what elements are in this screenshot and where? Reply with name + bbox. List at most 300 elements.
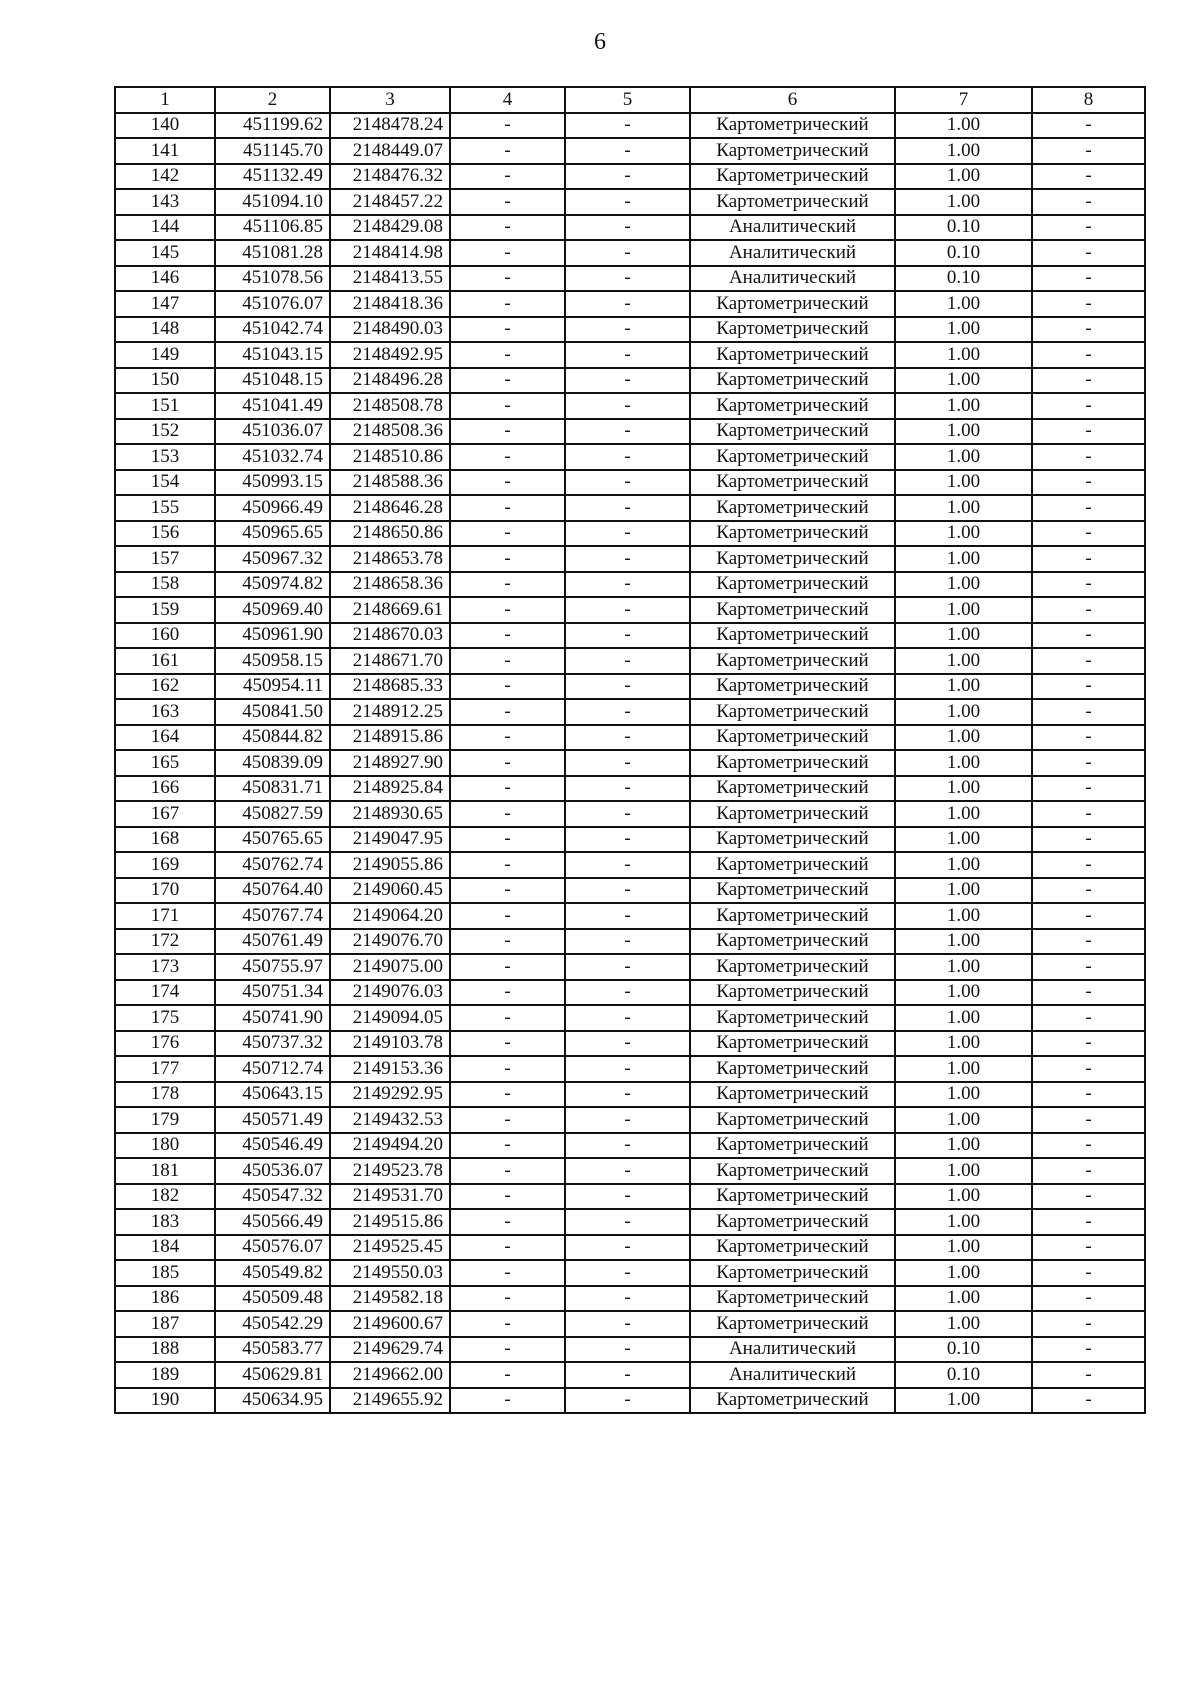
y-coordinate-cell: 2148492.95: [330, 342, 450, 368]
table-row: [115, 801, 1145, 827]
column-8-cell: -: [1032, 189, 1145, 215]
column-5-cell: -: [565, 138, 690, 164]
table-row: [115, 113, 1145, 139]
column-4-cell: -: [450, 240, 565, 266]
y-coordinate-cell: 2148413.55: [330, 266, 450, 292]
column-5-cell: -: [565, 597, 690, 623]
accuracy-cell: 1.00: [895, 750, 1032, 776]
column-4-cell: -: [450, 291, 565, 317]
method-cell: Картометрический: [690, 189, 895, 215]
accuracy-cell: 1.00: [895, 1133, 1032, 1159]
x-coordinate-cell: 450764.40: [215, 878, 330, 904]
y-coordinate-cell: 2149629.74: [330, 1337, 450, 1363]
accuracy-cell: 1.00: [895, 1209, 1032, 1235]
column-5-cell: -: [565, 1362, 690, 1388]
table-row: [115, 852, 1145, 878]
accuracy-cell: 0.10: [895, 240, 1032, 266]
y-coordinate-cell: 2149494.20: [330, 1133, 450, 1159]
x-coordinate-cell: 450737.32: [215, 1031, 330, 1057]
table-row: [115, 929, 1145, 955]
column-4-cell: -: [450, 164, 565, 190]
x-coordinate-cell: 450844.82: [215, 725, 330, 751]
y-coordinate-cell: 2148671.70: [330, 648, 450, 674]
column-8-cell: -: [1032, 801, 1145, 827]
point-number-cell: 168: [115, 827, 215, 853]
accuracy-cell: 1.00: [895, 1031, 1032, 1057]
point-number-cell: 154: [115, 470, 215, 496]
table-row: [115, 1107, 1145, 1133]
column-4-cell: -: [450, 674, 565, 700]
y-coordinate-cell: 2149662.00: [330, 1362, 450, 1388]
accuracy-cell: 1.00: [895, 1158, 1032, 1184]
table-row: [115, 189, 1145, 215]
point-number-cell: 179: [115, 1107, 215, 1133]
column-5-cell: -: [565, 903, 690, 929]
column-header: 2: [215, 87, 330, 113]
table-row: [115, 1005, 1145, 1031]
table-row: [115, 903, 1145, 929]
method-cell: Картометрический: [690, 674, 895, 700]
column-8-cell: -: [1032, 827, 1145, 853]
y-coordinate-cell: 2149064.20: [330, 903, 450, 929]
table-row: [115, 1362, 1145, 1388]
y-coordinate-cell: 2148418.36: [330, 291, 450, 317]
y-coordinate-cell: 2148912.25: [330, 699, 450, 725]
y-coordinate-cell: 2149525.45: [330, 1235, 450, 1261]
table-row: [115, 419, 1145, 445]
column-4-cell: -: [450, 393, 565, 419]
column-8-cell: -: [1032, 521, 1145, 547]
accuracy-cell: 1.00: [895, 189, 1032, 215]
column-5-cell: -: [565, 470, 690, 496]
method-cell: Картометрический: [690, 852, 895, 878]
column-4-cell: -: [450, 1158, 565, 1184]
x-coordinate-cell: 450542.29: [215, 1311, 330, 1337]
y-coordinate-cell: 2148414.98: [330, 240, 450, 266]
column-5-cell: -: [565, 1209, 690, 1235]
y-coordinate-cell: 2148670.03: [330, 623, 450, 649]
column-4-cell: -: [450, 954, 565, 980]
y-coordinate-cell: 2148490.03: [330, 317, 450, 343]
column-4-cell: -: [450, 317, 565, 343]
accuracy-cell: 1.00: [895, 699, 1032, 725]
column-5-cell: -: [565, 776, 690, 802]
table-row: [115, 954, 1145, 980]
column-8-cell: -: [1032, 1082, 1145, 1108]
method-cell: Картометрический: [690, 827, 895, 853]
y-coordinate-cell: 2148685.33: [330, 674, 450, 700]
column-4-cell: -: [450, 444, 565, 470]
column-5-cell: -: [565, 725, 690, 751]
y-coordinate-cell: 2149515.86: [330, 1209, 450, 1235]
table-row: [115, 674, 1145, 700]
accuracy-cell: 0.10: [895, 266, 1032, 292]
table-row: [115, 1031, 1145, 1057]
table-row: [115, 1056, 1145, 1082]
point-number-cell: 150: [115, 368, 215, 394]
accuracy-cell: 1.00: [895, 368, 1032, 394]
accuracy-cell: 0.10: [895, 1362, 1032, 1388]
y-coordinate-cell: 2149523.78: [330, 1158, 450, 1184]
column-4-cell: -: [450, 980, 565, 1006]
column-5-cell: -: [565, 1005, 690, 1031]
x-coordinate-cell: 450712.74: [215, 1056, 330, 1082]
table-row: [115, 699, 1145, 725]
column-4-cell: -: [450, 419, 565, 445]
method-cell: Картометрический: [690, 954, 895, 980]
column-5-cell: -: [565, 189, 690, 215]
method-cell: Аналитический: [690, 240, 895, 266]
method-cell: Картометрический: [690, 342, 895, 368]
column-8-cell: -: [1032, 1056, 1145, 1082]
table-row: [115, 470, 1145, 496]
accuracy-cell: 1.00: [895, 1388, 1032, 1414]
x-coordinate-cell: 450831.71: [215, 776, 330, 802]
y-coordinate-cell: 2149600.67: [330, 1311, 450, 1337]
point-number-cell: 183: [115, 1209, 215, 1235]
method-cell: Картометрический: [690, 878, 895, 904]
column-5-cell: -: [565, 852, 690, 878]
column-4-cell: -: [450, 699, 565, 725]
y-coordinate-cell: 2148646.28: [330, 495, 450, 521]
column-5-cell: -: [565, 368, 690, 394]
point-number-cell: 158: [115, 572, 215, 598]
point-number-cell: 171: [115, 903, 215, 929]
table-row: [115, 1260, 1145, 1286]
x-coordinate-cell: 450643.15: [215, 1082, 330, 1108]
x-coordinate-cell: 451048.15: [215, 368, 330, 394]
y-coordinate-cell: 2148930.65: [330, 801, 450, 827]
table-row: [115, 521, 1145, 547]
method-cell: Картометрический: [690, 750, 895, 776]
x-coordinate-cell: 450546.49: [215, 1133, 330, 1159]
method-cell: Картометрический: [690, 419, 895, 445]
method-cell: Аналитический: [690, 1337, 895, 1363]
accuracy-cell: 1.00: [895, 1286, 1032, 1312]
accuracy-cell: 0.10: [895, 215, 1032, 241]
x-coordinate-cell: 450583.77: [215, 1337, 330, 1363]
column-4-cell: -: [450, 1056, 565, 1082]
point-number-cell: 190: [115, 1388, 215, 1414]
point-number-cell: 146: [115, 266, 215, 292]
accuracy-cell: 1.00: [895, 903, 1032, 929]
column-4-cell: -: [450, 1235, 565, 1261]
y-coordinate-cell: 2148449.07: [330, 138, 450, 164]
column-5-cell: -: [565, 1337, 690, 1363]
column-5-cell: -: [565, 980, 690, 1006]
y-coordinate-cell: 2148508.36: [330, 419, 450, 445]
method-cell: Картометрический: [690, 291, 895, 317]
column-5-cell: -: [565, 317, 690, 343]
column-8-cell: -: [1032, 444, 1145, 470]
y-coordinate-cell: 2148650.86: [330, 521, 450, 547]
point-number-cell: 145: [115, 240, 215, 266]
column-4-cell: -: [450, 903, 565, 929]
column-8-cell: -: [1032, 393, 1145, 419]
table-row: [115, 1235, 1145, 1261]
column-8-cell: -: [1032, 1107, 1145, 1133]
column-5-cell: -: [565, 1158, 690, 1184]
y-coordinate-cell: 2149060.45: [330, 878, 450, 904]
y-coordinate-cell: 2148478.24: [330, 113, 450, 139]
x-coordinate-cell: 450571.49: [215, 1107, 330, 1133]
column-8-cell: -: [1032, 240, 1145, 266]
column-8-cell: -: [1032, 1311, 1145, 1337]
column-4-cell: -: [450, 113, 565, 139]
x-coordinate-cell: 450827.59: [215, 801, 330, 827]
method-cell: Картометрический: [690, 699, 895, 725]
x-coordinate-cell: 450967.32: [215, 546, 330, 572]
column-5-cell: -: [565, 164, 690, 190]
point-number-cell: 156: [115, 521, 215, 547]
method-cell: Картометрический: [690, 368, 895, 394]
column-8-cell: -: [1032, 1286, 1145, 1312]
column-5-cell: -: [565, 1260, 690, 1286]
accuracy-cell: 1.00: [895, 1235, 1032, 1261]
point-number-cell: 144: [115, 215, 215, 241]
accuracy-cell: 1.00: [895, 1056, 1032, 1082]
method-cell: Картометрический: [690, 1260, 895, 1286]
column-8-cell: -: [1032, 776, 1145, 802]
column-4-cell: -: [450, 546, 565, 572]
accuracy-cell: 1.00: [895, 878, 1032, 904]
x-coordinate-cell: 451132.49: [215, 164, 330, 190]
accuracy-cell: 1.00: [895, 929, 1032, 955]
point-number-cell: 174: [115, 980, 215, 1006]
column-8-cell: -: [1032, 954, 1145, 980]
method-cell: Картометрический: [690, 801, 895, 827]
column-8-cell: -: [1032, 317, 1145, 343]
point-number-cell: 148: [115, 317, 215, 343]
column-5-cell: -: [565, 648, 690, 674]
column-4-cell: -: [450, 1209, 565, 1235]
column-5-cell: -: [565, 419, 690, 445]
x-coordinate-cell: 451106.85: [215, 215, 330, 241]
point-number-cell: 186: [115, 1286, 215, 1312]
accuracy-cell: 1.00: [895, 954, 1032, 980]
table-row: [115, 1082, 1145, 1108]
column-8-cell: -: [1032, 674, 1145, 700]
column-5-cell: -: [565, 1184, 690, 1210]
column-5-cell: -: [565, 878, 690, 904]
point-number-cell: 153: [115, 444, 215, 470]
y-coordinate-cell: 2148476.32: [330, 164, 450, 190]
table-row: [115, 444, 1145, 470]
accuracy-cell: 1.00: [895, 648, 1032, 674]
column-8-cell: -: [1032, 929, 1145, 955]
column-4-cell: -: [450, 1184, 565, 1210]
point-number-cell: 164: [115, 725, 215, 751]
method-cell: Картометрический: [690, 495, 895, 521]
method-cell: Картометрический: [690, 1107, 895, 1133]
point-number-cell: 185: [115, 1260, 215, 1286]
method-cell: Картометрический: [690, 1056, 895, 1082]
column-8-cell: -: [1032, 878, 1145, 904]
point-number-cell: 177: [115, 1056, 215, 1082]
accuracy-cell: 1.00: [895, 801, 1032, 827]
column-4-cell: -: [450, 750, 565, 776]
x-coordinate-cell: 450958.15: [215, 648, 330, 674]
column-8-cell: -: [1032, 342, 1145, 368]
method-cell: Картометрический: [690, 597, 895, 623]
column-8-cell: -: [1032, 266, 1145, 292]
x-coordinate-cell: 451043.15: [215, 342, 330, 368]
column-8-cell: -: [1032, 852, 1145, 878]
column-4-cell: -: [450, 572, 565, 598]
table-row: [115, 1158, 1145, 1184]
x-coordinate-cell: 451094.10: [215, 189, 330, 215]
table-row: [115, 546, 1145, 572]
x-coordinate-cell: 450509.48: [215, 1286, 330, 1312]
method-cell: Картометрический: [690, 1158, 895, 1184]
column-5-cell: -: [565, 1133, 690, 1159]
method-cell: Картометрический: [690, 1235, 895, 1261]
table-row: [115, 138, 1145, 164]
accuracy-cell: 1.00: [895, 1107, 1032, 1133]
point-number-cell: 155: [115, 495, 215, 521]
y-coordinate-cell: 2149432.53: [330, 1107, 450, 1133]
table-row: [115, 750, 1145, 776]
column-5-cell: -: [565, 342, 690, 368]
method-cell: Картометрический: [690, 1133, 895, 1159]
method-cell: Аналитический: [690, 266, 895, 292]
table-row: [115, 495, 1145, 521]
point-number-cell: 189: [115, 1362, 215, 1388]
column-5-cell: -: [565, 521, 690, 547]
point-number-cell: 180: [115, 1133, 215, 1159]
x-coordinate-cell: 450839.09: [215, 750, 330, 776]
column-8-cell: -: [1032, 1158, 1145, 1184]
x-coordinate-cell: 450954.11: [215, 674, 330, 700]
x-coordinate-cell: 450741.90: [215, 1005, 330, 1031]
point-number-cell: 161: [115, 648, 215, 674]
method-cell: Картометрический: [690, 164, 895, 190]
table-row: [115, 1184, 1145, 1210]
column-4-cell: -: [450, 1005, 565, 1031]
table-row: [115, 393, 1145, 419]
column-header: 7: [895, 87, 1032, 113]
point-number-cell: 181: [115, 1158, 215, 1184]
accuracy-cell: 1.00: [895, 623, 1032, 649]
column-5-cell: -: [565, 240, 690, 266]
column-header: 6: [690, 87, 895, 113]
column-8-cell: -: [1032, 623, 1145, 649]
accuracy-cell: 1.00: [895, 164, 1032, 190]
y-coordinate-cell: 2148658.36: [330, 572, 450, 598]
table-row: [115, 240, 1145, 266]
method-cell: Картометрический: [690, 470, 895, 496]
column-8-cell: -: [1032, 1260, 1145, 1286]
accuracy-cell: 1.00: [895, 980, 1032, 1006]
y-coordinate-cell: 2148508.78: [330, 393, 450, 419]
column-5-cell: -: [565, 954, 690, 980]
method-cell: Картометрический: [690, 1311, 895, 1337]
column-4-cell: -: [450, 1031, 565, 1057]
table-row: [115, 317, 1145, 343]
point-number-cell: 182: [115, 1184, 215, 1210]
column-5-cell: -: [565, 266, 690, 292]
column-5-cell: -: [565, 393, 690, 419]
point-number-cell: 169: [115, 852, 215, 878]
column-8-cell: -: [1032, 725, 1145, 751]
column-header: 1: [115, 87, 215, 113]
column-8-cell: -: [1032, 546, 1145, 572]
column-5-cell: -: [565, 1286, 690, 1312]
table-row: [115, 725, 1145, 751]
column-4-cell: -: [450, 1082, 565, 1108]
column-4-cell: -: [450, 852, 565, 878]
x-coordinate-cell: 451042.74: [215, 317, 330, 343]
column-5-cell: -: [565, 1235, 690, 1261]
y-coordinate-cell: 2149582.18: [330, 1286, 450, 1312]
point-number-cell: 166: [115, 776, 215, 802]
accuracy-cell: 1.00: [895, 444, 1032, 470]
column-4-cell: -: [450, 215, 565, 241]
point-number-cell: 151: [115, 393, 215, 419]
column-5-cell: -: [565, 674, 690, 700]
column-4-cell: -: [450, 776, 565, 802]
method-cell: Картометрический: [690, 1184, 895, 1210]
accuracy-cell: 1.00: [895, 597, 1032, 623]
accuracy-cell: 1.00: [895, 546, 1032, 572]
accuracy-cell: 0.10: [895, 1337, 1032, 1363]
column-8-cell: -: [1032, 1133, 1145, 1159]
x-coordinate-cell: 450761.49: [215, 929, 330, 955]
method-cell: Картометрический: [690, 903, 895, 929]
accuracy-cell: 1.00: [895, 393, 1032, 419]
column-8-cell: -: [1032, 470, 1145, 496]
accuracy-cell: 1.00: [895, 827, 1032, 853]
column-8-cell: -: [1032, 215, 1145, 241]
x-coordinate-cell: 450965.65: [215, 521, 330, 547]
y-coordinate-cell: 2149550.03: [330, 1260, 450, 1286]
column-4-cell: -: [450, 1362, 565, 1388]
accuracy-cell: 1.00: [895, 674, 1032, 700]
y-coordinate-cell: 2149094.05: [330, 1005, 450, 1031]
column-4-cell: -: [450, 597, 565, 623]
column-4-cell: -: [450, 189, 565, 215]
column-8-cell: -: [1032, 1209, 1145, 1235]
y-coordinate-cell: 2148669.61: [330, 597, 450, 623]
point-number-cell: 187: [115, 1311, 215, 1337]
column-4-cell: -: [450, 266, 565, 292]
column-8-cell: -: [1032, 648, 1145, 674]
point-number-cell: 178: [115, 1082, 215, 1108]
column-8-cell: -: [1032, 1388, 1145, 1414]
x-coordinate-cell: 451036.07: [215, 419, 330, 445]
method-cell: Картометрический: [690, 546, 895, 572]
table-row: [115, 1286, 1145, 1312]
table-header-row: [115, 87, 1145, 113]
point-number-cell: 188: [115, 1337, 215, 1363]
column-5-cell: -: [565, 546, 690, 572]
column-5-cell: -: [565, 1031, 690, 1057]
table-row: [115, 980, 1145, 1006]
table-row: [115, 266, 1145, 292]
point-number-cell: 173: [115, 954, 215, 980]
method-cell: Картометрический: [690, 648, 895, 674]
table-row: [115, 878, 1145, 904]
column-8-cell: -: [1032, 113, 1145, 139]
column-4-cell: -: [450, 1133, 565, 1159]
y-coordinate-cell: 2148510.86: [330, 444, 450, 470]
method-cell: Картометрический: [690, 393, 895, 419]
point-number-cell: 149: [115, 342, 215, 368]
x-coordinate-cell: 451145.70: [215, 138, 330, 164]
column-4-cell: -: [450, 1337, 565, 1363]
column-5-cell: -: [565, 1388, 690, 1414]
table-row: [115, 623, 1145, 649]
